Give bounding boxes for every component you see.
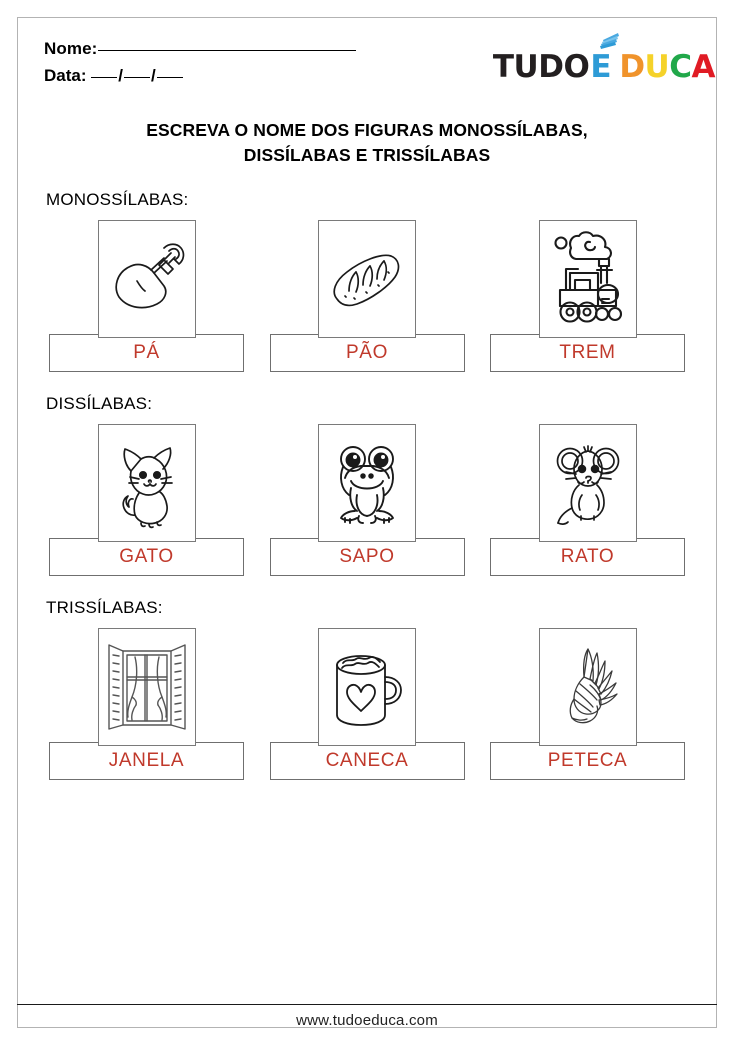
- item-cell-gato: [49, 424, 244, 576]
- section-label-trissilabas: TRISSÍLABAS:: [46, 597, 163, 617]
- picture-box-janela: [98, 628, 196, 746]
- logo-letter-a: A: [691, 49, 715, 85]
- date-month-blank[interactable]: [124, 77, 150, 78]
- item-cell-janela: [49, 628, 244, 780]
- shuttlecock-icon: [546, 637, 630, 737]
- mug-icon: [325, 637, 409, 737]
- mouse-icon: [546, 433, 630, 533]
- bread-icon: [325, 229, 409, 329]
- picture-box-trem: [539, 220, 637, 338]
- picture-box-sapo: [318, 424, 416, 542]
- item-cell-pao: [270, 220, 465, 372]
- item-cell-sapo: [270, 424, 465, 576]
- section-monossilabas: [18, 190, 716, 372]
- title-line-1: ESCREVA O NOME DOS FIGURAS MONOSSÍLABAS,: [146, 120, 588, 140]
- section-label-monossilabas: MONOSSÍLABAS:: [46, 189, 189, 209]
- answer-box-janela[interactable]: [49, 742, 244, 780]
- section-label-dissilabas: DISSÍLABAS:: [46, 393, 153, 413]
- picture-box-pao: [318, 220, 416, 338]
- name-write-line[interactable]: [98, 50, 356, 51]
- section-row-dissilabas: [18, 424, 716, 576]
- item-cell-peteca: [490, 628, 685, 780]
- logo-letter-u: U: [644, 49, 670, 85]
- picture-box-gato: [98, 424, 196, 542]
- answer-box-trem[interactable]: [490, 334, 685, 372]
- answer-text-pa: PÁ: [133, 341, 160, 363]
- item-cell-pa: [49, 220, 244, 372]
- answer-box-gato[interactable]: [49, 538, 244, 576]
- title-line-2: DISSÍLABAS E TRISSÍLABAS: [243, 144, 491, 165]
- worksheet-header: [18, 18, 716, 96]
- answer-text-pao: PÃO: [346, 341, 388, 363]
- item-cell-trem: [490, 220, 685, 372]
- logo-text-tudo: TUDO: [492, 49, 590, 85]
- logo-letter-e: E: [590, 49, 611, 85]
- section-trissilabas: [18, 598, 716, 780]
- picture-box-caneca: [318, 628, 416, 746]
- answer-text-sapo: SAPO: [339, 545, 395, 567]
- shovel-icon: [107, 229, 187, 329]
- logo-letter-c: C: [669, 49, 692, 85]
- section-row-trissilabas: [18, 628, 716, 780]
- date-year-blank[interactable]: [157, 77, 183, 78]
- train-icon: [546, 228, 630, 330]
- answer-text-caneca: CANECA: [325, 749, 409, 771]
- cat-icon: [105, 433, 189, 533]
- answer-text-gato: GATO: [119, 545, 174, 567]
- footer-divider: [17, 1004, 717, 1005]
- section-row-monossilabas: [18, 220, 716, 372]
- answer-box-pao[interactable]: [270, 334, 465, 372]
- answer-text-peteca: PETECA: [547, 749, 628, 771]
- answer-text-trem: TREM: [559, 341, 616, 363]
- worksheet-page: [17, 17, 717, 1028]
- answer-box-caneca[interactable]: [270, 742, 465, 780]
- logo-letter-e-group: [589, 37, 619, 83]
- picture-box-rato: [539, 424, 637, 542]
- answer-box-peteca[interactable]: [490, 742, 685, 780]
- picture-box-pa: [98, 220, 196, 338]
- answer-text-rato: RATO: [560, 545, 615, 567]
- item-cell-caneca: [270, 628, 465, 780]
- tudoeduca-logo[interactable]: [493, 33, 715, 83]
- date-label: Data:: [44, 66, 87, 85]
- date-field-row: [44, 66, 183, 86]
- date-separator-1: /: [118, 66, 123, 85]
- date-day-blank[interactable]: [91, 77, 117, 78]
- picture-box-peteca: [539, 628, 637, 746]
- answer-box-sapo[interactable]: [270, 538, 465, 576]
- answer-box-rato[interactable]: [490, 538, 685, 576]
- item-cell-rato: [490, 424, 685, 576]
- footer-website[interactable]: www.tudoeduca.com: [296, 1012, 438, 1029]
- logo-letter-d: D: [619, 49, 645, 85]
- frog-icon: [325, 433, 409, 533]
- answer-text-janela: JANELA: [108, 749, 185, 771]
- window-icon: [105, 637, 189, 737]
- section-dissilabas: [18, 394, 716, 576]
- name-label: Nome:: [44, 39, 98, 58]
- worksheet-title: [56, 118, 678, 168]
- date-separator-2: /: [150, 66, 156, 85]
- answer-box-pa[interactable]: [49, 334, 244, 372]
- name-field-row: [44, 39, 356, 59]
